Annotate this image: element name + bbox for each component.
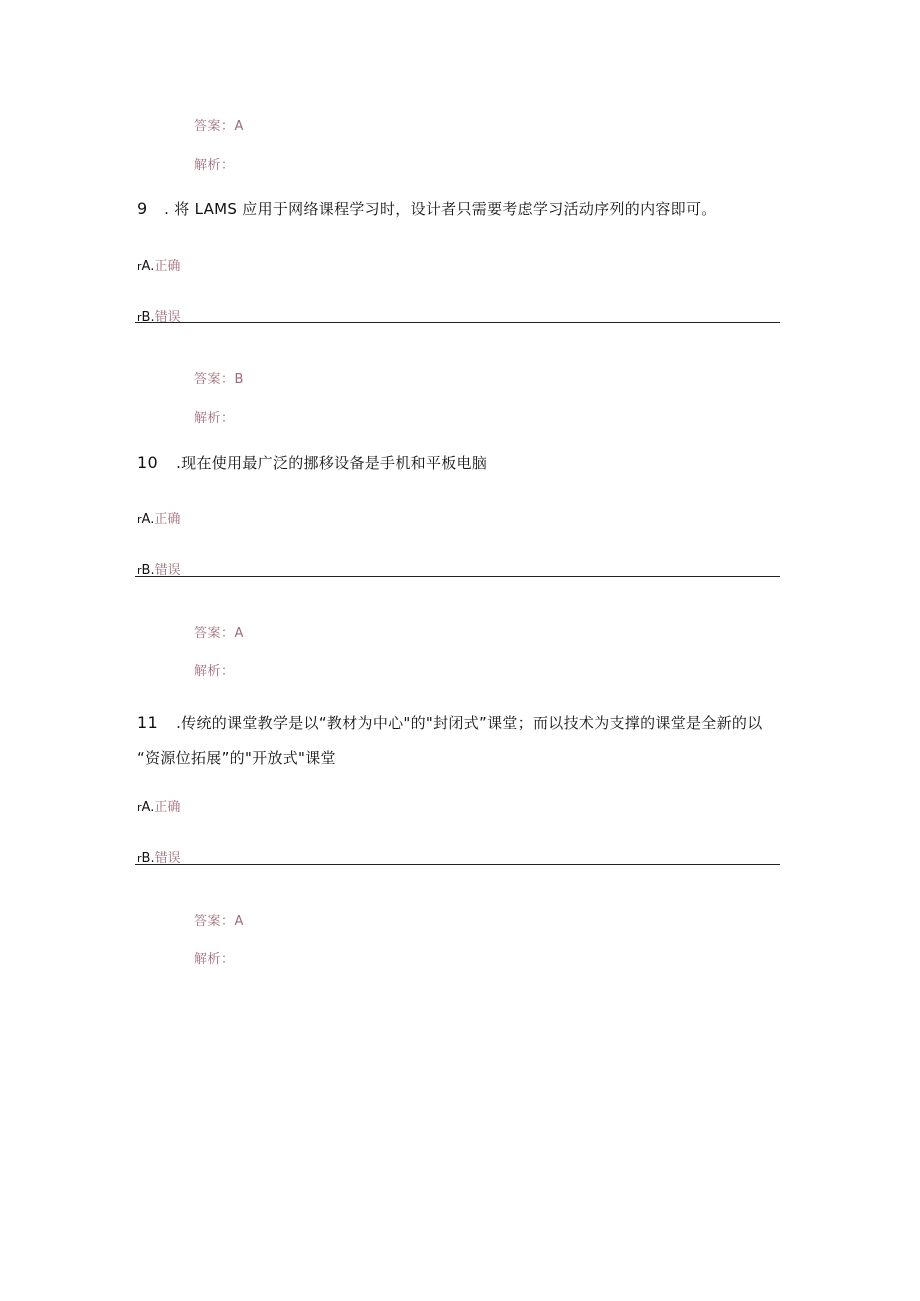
question-9 — [137, 198, 717, 219]
question-number: 10 — [137, 453, 158, 472]
radio-mark-icon: r — [137, 801, 142, 814]
analysis-label: 解析： — [194, 411, 235, 426]
option-a[interactable] — [137, 796, 180, 815]
option-letter: A. — [141, 512, 155, 527]
answer-label-prev: 答案：A — [194, 119, 244, 134]
question-text-line-1: .传统的课堂教学是以“教材为中心"的"封闭式”课堂；而以技术为支撑的课堂是全新的以 — [176, 714, 763, 732]
question-10 — [137, 452, 487, 473]
option-text: 错误 — [154, 851, 181, 866]
question-11 — [137, 712, 763, 733]
answer-label: 答案：A — [194, 626, 244, 641]
analysis-label-prev: 解析： — [194, 158, 235, 173]
option-text: 错误 — [154, 563, 181, 578]
option-text: 正确 — [154, 512, 181, 527]
question-number: 11 — [137, 713, 158, 732]
radio-mark-icon: r — [137, 513, 142, 526]
divider — [135, 864, 780, 865]
radio-mark-icon: r — [137, 564, 142, 577]
option-a[interactable] — [137, 255, 180, 274]
option-letter: B. — [141, 851, 155, 866]
radio-mark-icon: r — [137, 260, 142, 273]
question-text: .现在使用最广泛的挪移设备是手机和平板电脑 — [176, 454, 488, 472]
question-number: 9 — [137, 199, 148, 218]
answer-label: 答案：A — [194, 914, 244, 929]
option-letter: A. — [141, 259, 155, 274]
option-letter: A. — [141, 800, 155, 815]
option-a[interactable] — [137, 508, 180, 527]
option-letter: B. — [141, 563, 155, 578]
divider — [135, 322, 780, 323]
question-text-line-2: “资源位拓展”的"开放式"课堂 — [137, 749, 336, 767]
question-text: . 将 LAMS 应用于网络课程学习时，设计者只需要考虑学习活动序列的内容即可。 — [164, 200, 717, 218]
radio-mark-icon: r — [137, 311, 142, 324]
divider — [135, 576, 780, 577]
radio-mark-icon: r — [137, 852, 142, 865]
analysis-label: 解析： — [194, 952, 235, 967]
option-text: 正确 — [154, 259, 181, 274]
answer-label: 答案：B — [194, 372, 244, 387]
option-text: 正确 — [154, 800, 181, 815]
analysis-label: 解析： — [194, 664, 235, 679]
option-letter: B. — [141, 310, 155, 325]
option-text: 错误 — [154, 310, 181, 325]
